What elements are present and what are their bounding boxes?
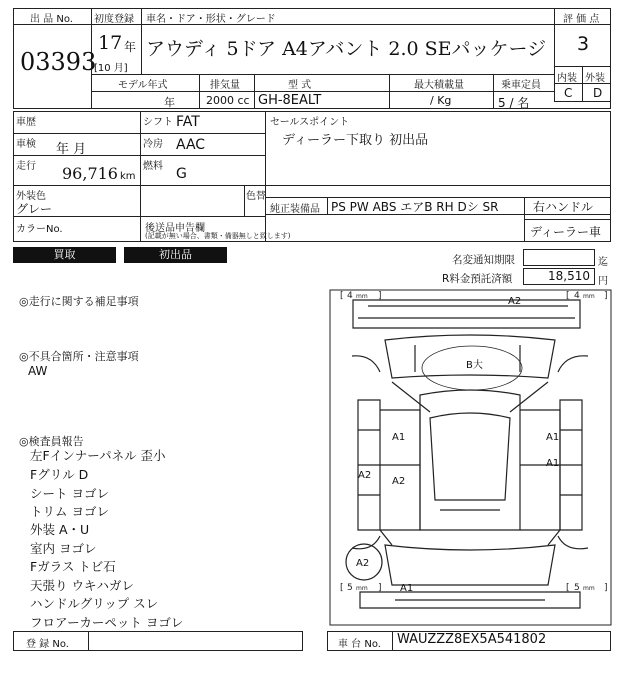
hood-outline [385,335,555,378]
first-listing-tag: 初出品 [124,247,227,263]
model-year-label: モデル年式 [118,80,168,91]
displacement-label: 排気量 [210,80,240,91]
exterior-color-value: グレー [16,202,53,216]
inspector-line: Fガラス トビ石 [30,559,116,574]
ac-label: 冷房 [143,139,163,150]
tire-rr-close: ] [604,583,608,593]
max-load-label: 最大積載量 [414,80,464,91]
color-no-label: カラーNo. [16,224,63,235]
postal-note: (記載が無い場合、書類・備器無しと致します) [145,232,291,240]
mark-left-rear-door: A2 [392,476,406,487]
steering-value: 右ハンドル [533,200,594,214]
interior-grade: C [564,86,573,100]
inspector-line: 室内 ヨゴレ [30,541,97,556]
chassis-no: WAUZZZ8EX5A541802 [397,632,547,647]
tire-fr-close: ] [604,291,608,301]
exterior-color-label: 外装色 [16,191,46,202]
first-reg-year: 17 [98,32,123,54]
tire-rr-depth: 5 [574,583,580,593]
mileage-label: 走行 [16,161,36,172]
recycle-label: R料金預託済額 [442,273,513,285]
repaint-label: 色替 [246,191,266,202]
fuel-value: G [176,166,187,182]
inspector-line: 左Fインナーパネル 歪小 [30,448,166,463]
tire-fr-unit: mm [583,293,595,300]
ac-value: AAC [176,137,206,153]
mileage-value: 96,716 [62,164,118,183]
mark-rear-bumper: A1 [400,583,414,594]
dealer-value: ディーラー車 [530,225,602,239]
shift-label: シフト [143,117,173,128]
defects-value: AW [28,364,48,378]
tire-rl-close: ] [378,583,382,593]
buy-tag: 買取 [13,247,116,263]
exterior-label: 外装 [585,73,605,84]
vehicle-name: アウディ 5ドア A4アバント 2.0 SEパッケージ [146,38,547,60]
sales-point-label: セールスポイント [270,117,350,128]
tire-rl-unit: mm [356,585,368,592]
inspector-line: ハンドルグリップ スレ [30,596,159,611]
tire-fl-depth: 4 [347,291,353,301]
inspector-title: ◎検査員報告 [19,435,84,448]
recycle-unit: 円 [598,276,608,287]
inspector-line: 天張り ウキハガレ [30,578,134,593]
vehicle-name-label: 車名・ドア・形状・グレード [146,14,276,25]
driving-remarks-title: ◎走行に関する補足事項 [19,295,139,308]
roof-outline [420,390,520,530]
capacity-label: 乗車定員 [501,80,541,91]
exterior-grade: D [593,86,603,100]
registration-label: 登 録 No. [26,639,69,650]
sales-point-value: ディーラー下取り 初出品 [282,133,429,148]
lot-no: 03393 [20,48,97,76]
tire-rl-depth: 5 [347,583,353,593]
shift-value: FAT [176,114,200,130]
inspector-line: シート ヨゴレ [30,486,109,501]
inspection-label: 車検 [16,139,36,150]
mark-roof-front: A2 [508,296,522,307]
lot-no-label: 出 品 No. [30,14,73,25]
inspector-line: トリム ヨゴレ [30,504,109,519]
trunk-outline [385,545,555,585]
mark-rear-wheel: A2 [356,558,370,569]
tire-rr-unit: mm [583,585,595,592]
tire-fr-depth: 4 [574,291,580,301]
tire-fr-open: [ [566,291,570,301]
diagram-frame [330,290,611,625]
mark-left-rear-fender: A2 [358,470,372,481]
inspector-line: Fグリル D [30,467,89,482]
tire-rl-open: [ [340,583,344,593]
score-value: 3 [577,33,590,55]
interior-label: 内装 [557,73,577,84]
model-code: GH-8EALT [258,93,322,108]
first-reg-label: 初度登録 [94,14,134,25]
model-year-unit: 年 [164,96,175,109]
first-reg-year-unit: 年 [124,40,137,54]
first-reg-month: [10 月] [94,63,128,74]
mark-right-rear-door: A1 [546,458,560,469]
chassis-label: 車 台 No. [338,639,381,650]
postal-label: 後送品申告欄 [145,223,205,234]
mileage-unit: km [120,171,136,182]
inspector-line: フロアーカーペット ヨゴレ [30,615,184,630]
tire-fl-unit: mm [356,293,368,300]
model-code-label: 型 式 [288,80,312,91]
capacity: 5 / 名 [498,96,530,110]
tire-fl-open: [ [340,291,344,301]
front-bumper-outline [353,300,580,328]
mark-right-front-door: A1 [546,432,560,443]
equipment-label: 純正装備品 [270,204,320,215]
mark-hood: B大 [466,360,483,371]
tire-fl-close: ] [378,291,382,301]
name-change-unit: 迄 [598,257,608,268]
tire-rr-open: [ [566,583,570,593]
fuel-label: 燃料 [143,161,163,172]
recycle-value: 18,510 [548,269,590,283]
mark-left-front-door: A1 [392,432,406,443]
defects-title: ◎不具合箇所・注意事項 [19,350,139,363]
history-label: 車歴 [16,117,36,128]
inspector-line: 外装 A・U [30,522,90,537]
displacement: 2000 cc [206,94,250,107]
equipment-value: PS PW ABS エアB RH Dシ SR [331,200,499,214]
score-label: 評 価 点 [563,14,600,25]
max-load: / Kg [430,94,452,107]
inspection-value: 年 月 [56,142,87,157]
name-change-label: 名変通知期限 [452,254,515,266]
